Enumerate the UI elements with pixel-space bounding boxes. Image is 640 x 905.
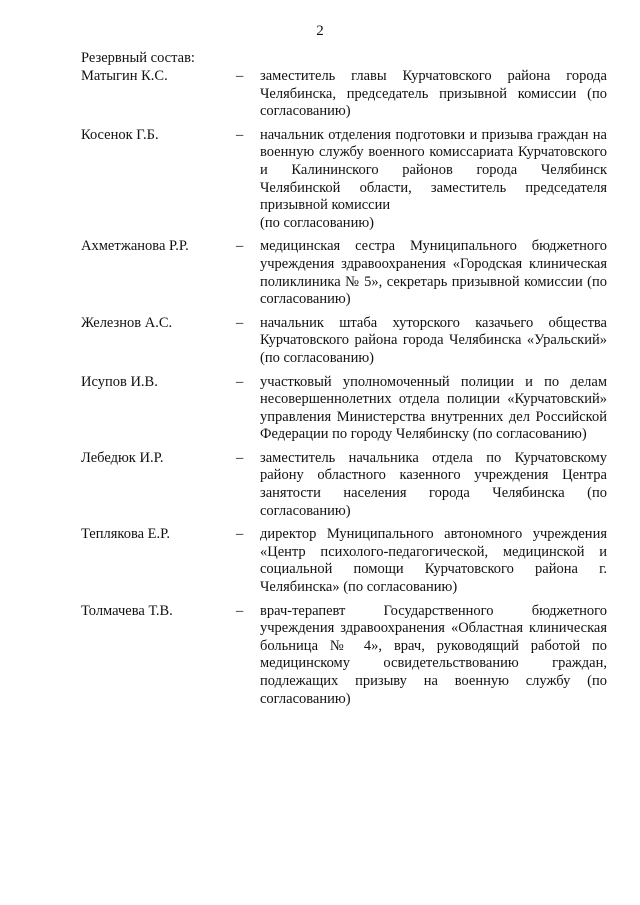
dash-separator: – [236,238,244,255]
member-entry [81,127,607,233]
member-entry [81,315,607,368]
member-list [81,68,607,714]
member-entry [81,450,607,520]
member-position: начальник штаба хуторского казачьего общества Курчатовского района города Челябинска «Уральский» (по согласованию) [260,314,607,366]
section-title: Резервный состав: [81,50,195,66]
member-position: медицинская сестра Муниципального бюджетного учреждения здравоохранения «Городская клиническая поликлиника № 5», секретарь призывной комиссии (по согласованию) [260,238,607,308]
member-name: Железнов А.С. [81,314,173,331]
member-name: Косенок Г.Б. [81,126,159,143]
member-position: директор Муниципального автономного учреждения «Центр психолого-педагогической, медицинской и социальной помощи Курчатовского района г. Челябинска» (по согласованию) [260,526,607,596]
member-position: участковый уполномоченный полиции и по делам несовершеннолетних отдела полиции «Курчатовский» управления Министерства внутренних дел Российской Федерации по городу Челябинску (по согласованию) [260,373,607,443]
member-name: Теплякова Е.Р. [81,526,171,543]
member-position: врач-терапевт Государственного бюджетного учреждения здравоохранения «Областная клиническая больница № 4», врач, руководящий работой по медицинскому освидетельствованию граждан, подлежащих призыву на военную службу (по согласованию) [260,602,607,707]
dash-separator: – [236,126,244,143]
dash-separator: – [236,373,244,390]
dash-separator: – [236,449,244,466]
member-entry [81,526,607,596]
member-entry [81,238,607,308]
dash-separator: – [236,602,244,619]
member-name: Ахметжанова Р.Р. [81,238,189,255]
member-position: заместитель начальника отдела по Курчатовскому району областного казенного учреждения Центра занятости населения города Челябинска (по согласованию) [260,449,607,519]
dash-separator: – [236,526,244,543]
member-position: заместитель главы Курчатовского района города Челябинска, председатель призывной комиссии (по согласованию) [260,68,607,120]
member-entry [81,603,607,709]
dash-separator: – [236,314,244,331]
member-entry [81,68,607,121]
member-position: начальник отделения подготовки и призыва граждан на военную службу военного комиссариата Курчатовского и Калининского районов города Челябинск Челябинской области, заместитель председателя призывной комиссии (по согласованию) [260,126,607,231]
page-number: 2 [316,23,324,39]
dash-separator: – [236,68,244,84]
member-name: Лебедюк И.Р. [81,449,164,466]
member-entry [81,374,607,444]
member-name: Толмачева Т.В. [81,602,173,619]
member-name: Исупов И.В. [81,373,158,390]
member-name: Матыгин К.С. [81,68,168,84]
